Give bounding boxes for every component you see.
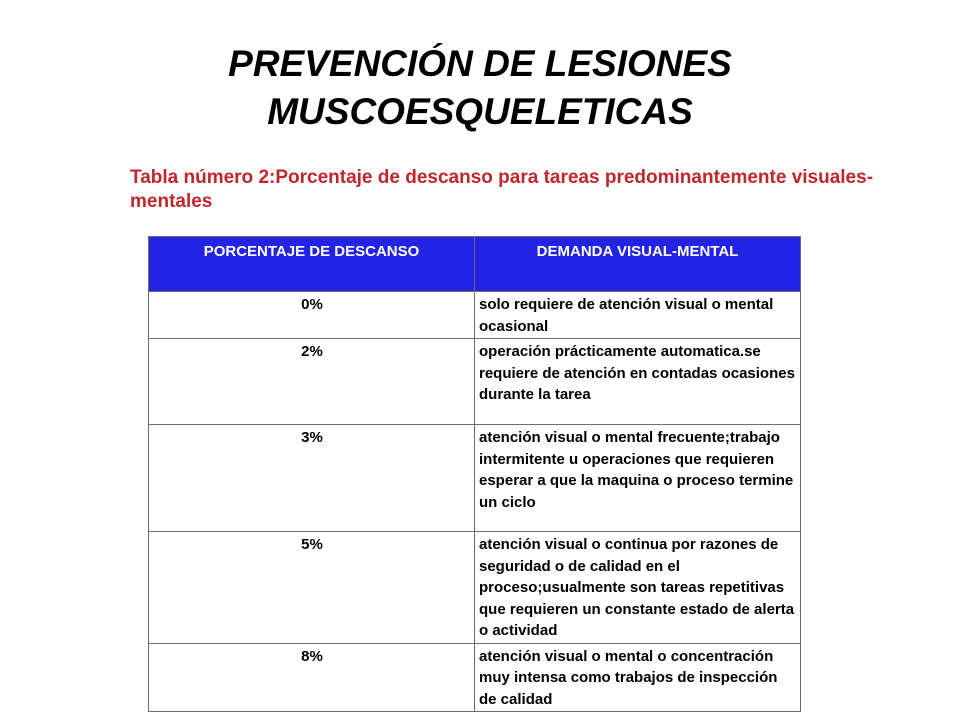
header-rest-percentage: PORCENTAJE DE DESCANSO [149,237,475,292]
rest-percentage-cell: 2% [149,339,475,425]
table-header-row [149,237,801,292]
table-row [149,532,801,644]
table-row [149,339,801,425]
demand-description-cell: atención visual o mental o concentración muy intensa como trabajos de inspección de calidad [475,643,801,712]
demand-description-cell: solo requiere de atención visual o mental ocasional [475,292,801,339]
table-row [149,292,801,339]
slide-title-line-1: PREVENCIÓN DE LESIONES [228,43,732,84]
demand-description-cell: atención visual o mental frecuente;trabajo intermitente u operaciones que requieren esperar a que la maquina o proceso termine un ciclo [475,425,801,532]
rest-percentage-cell: 0% [149,292,475,339]
rest-percentage-cell: 5% [149,532,475,644]
slide-title [0,40,960,136]
rest-percentage-cell: 8% [149,643,475,712]
rest-percentage-table [148,236,801,712]
table-row [149,643,801,712]
table-row [149,425,801,532]
demand-description-cell: operación prácticamente automatica.se requiere de atención en contadas ocasiones durante la tarea [475,339,801,425]
table-caption: Tabla número 2:Porcentaje de descanso para tareas predominantemente visuales-mentales [130,167,874,212]
demand-description-cell: atención visual o continua por razones de seguridad o de calidad en el proceso;usualmente son tareas repetitivas que requieren un constante estado de alerta o actividad [475,532,801,644]
header-visual-mental-demand: DEMANDA VISUAL-MENTAL [475,237,801,292]
rest-percentage-cell: 3% [149,425,475,532]
slide-title-line-2: MUSCOESQUELETICAS [267,91,693,132]
